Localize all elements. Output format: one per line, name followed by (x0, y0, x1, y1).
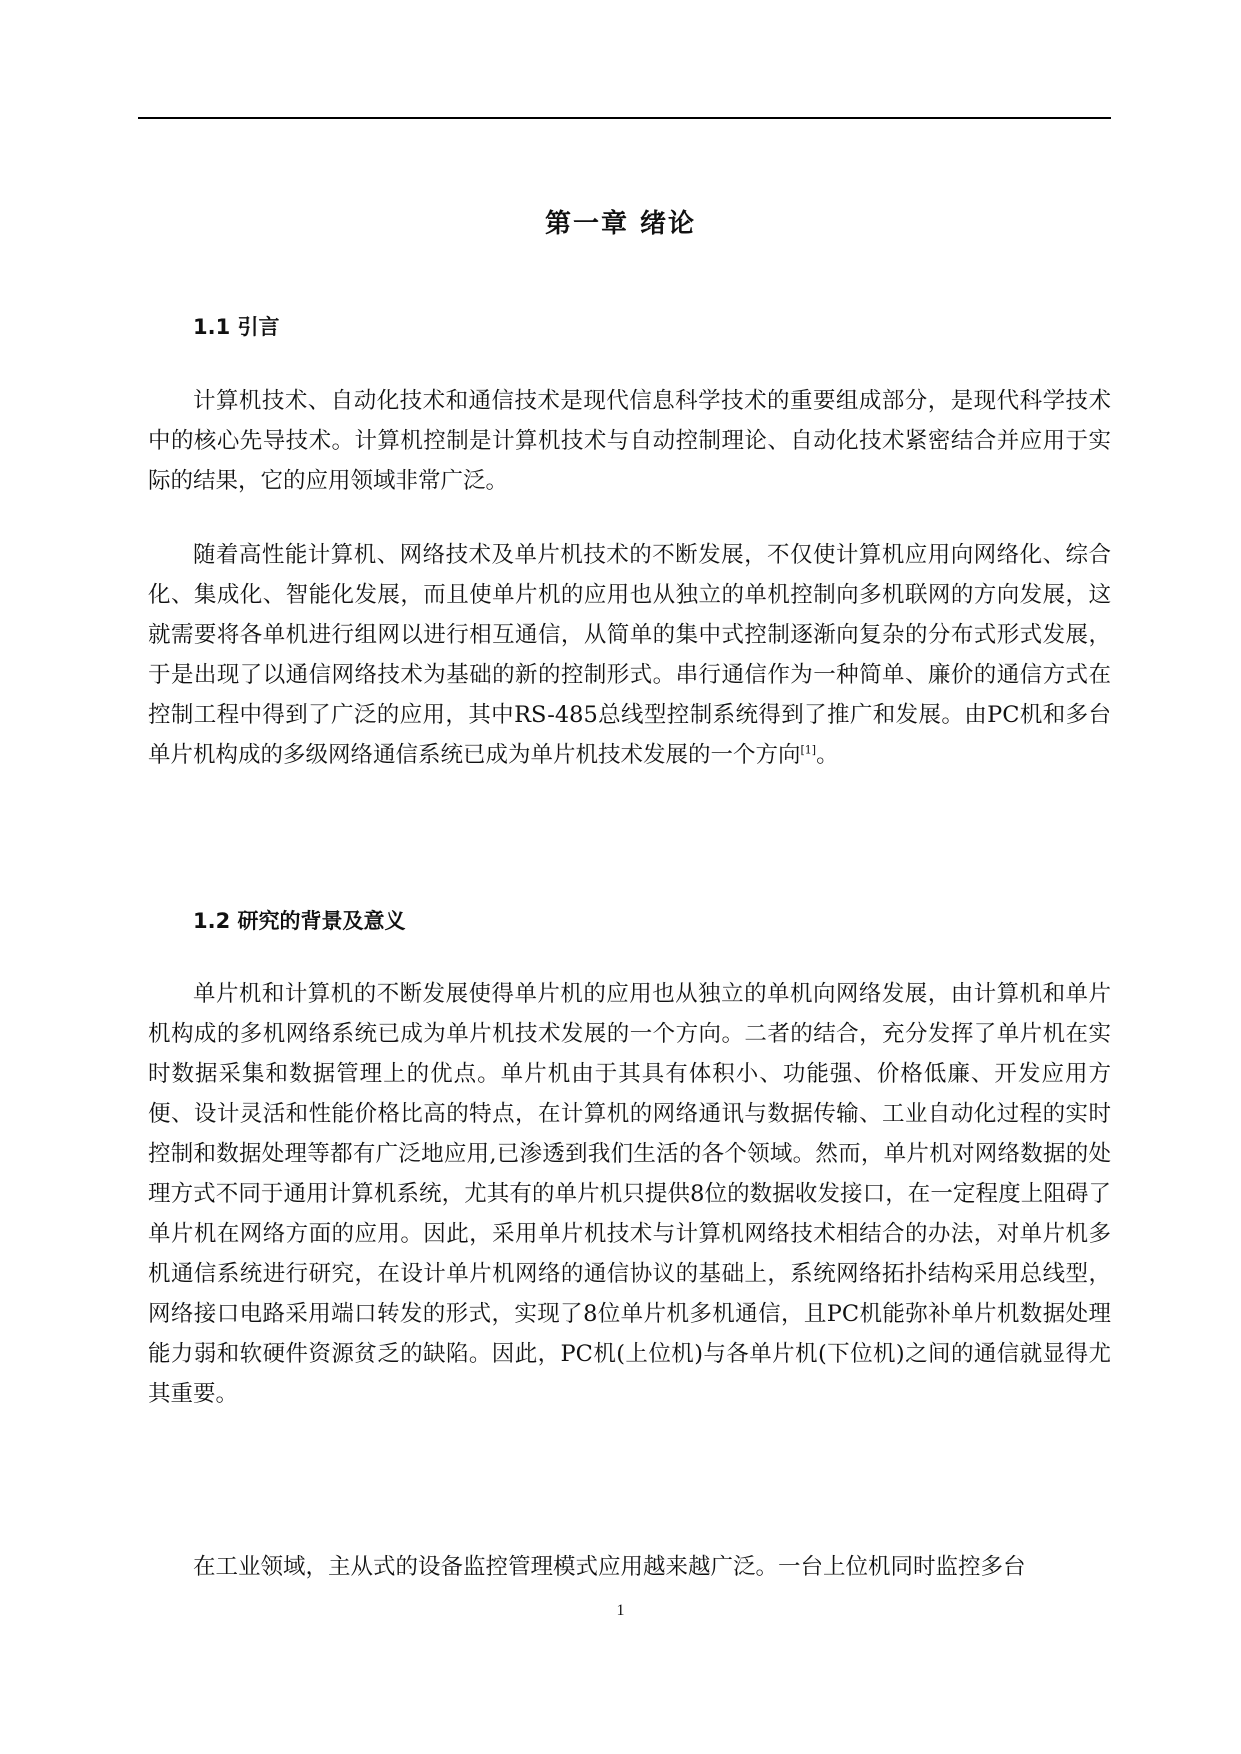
page-number: 1 (616, 1602, 625, 1619)
section-heading-background: 1.2 研究的背景及意义 (193, 909, 406, 933)
paragraph-background-2: 在工业领域，主从式的设备监控管理模式应用越来越广泛。一台上位机同时监控多台 (193, 1554, 1026, 1580)
paragraph-introduction-1: 计算机技术、自动化技术和通信技术是现代信息科学技术的重要组成部分，是现代科学技术中的核心先导技术。计算机控制是计算机技术与自动控制理论、自动化技术紧密结合并应用于实际的结果，它的应用领域非常广泛。 (148, 388, 1111, 494)
header-rule (138, 117, 1111, 119)
citation-marker: [1] (800, 743, 817, 757)
paragraph-end-punctuation: 。 (816, 742, 839, 768)
chapter-title: 第一章 绪论 (544, 209, 697, 239)
paragraph-introduction-2 (148, 535, 1111, 775)
section-heading-introduction: 1.1 引言 (193, 315, 280, 339)
paragraph-text: 随着高性能计算机、网络技术及单片机技术的不断发展，不仅使计算机应用向网络化、综合化、集成化、智能化发展，而且使单片机的应用也从独立的单机控制向多机联网的方向发展，这就需要将各单机进行组网以进行相互通信，从简单的集中式控制逐渐向复杂的分布式形式发展，于是出现了以通信网络技术为基础的新的控制形式。串行通信作为一种简单、廉价的通信方式在控制工程中得到了广泛的应用，其中RS-485总线型控制系统得到了推广和发展。由PC机和多台单片机构成的多级网络通信系统已成为单片机技术发展的一个方向 (148, 542, 1111, 768)
paragraph-background-1: 单片机和计算机的不断发展使得单片机的应用也从独立的单机向网络发展，由计算机和单片机构成的多机网络系统已成为单片机技术发展的一个方向。二者的结合，充分发挥了单片机在实时数据采集和数据管理上的优点。单片机由于其具有体积小、功能强、价格低廉、开发应用方便、设计灵活和性能价格比高的特点，在计算机的网络通讯与数据传输、工业自动化过程的实时控制和数据处理等都有广泛地应用,已渗透到我们生活的各个领域。然而，单片机对网络数据的处理方式不同于通用计算机系统，尤其有的单片机只提供8位的数据收发接口，在一定程度上阻碍了单片机在网络方面的应用。因此，采用单片机技术与计算机网络技术相结合的办法，对单片机多机通信系统进行研究，在设计单片机网络的通信协议的基础上，系统网络拓扑结构采用总线型，网络接口电路采用端口转发的形式，实现了8位单片机多机通信，且PC机能弥补单片机数据处理能力弱和软硬件资源贫乏的缺陷。因此，PC机(上位机)与各单片机(下位机)之间的通信就显得尤其重要。 (148, 981, 1111, 1407)
